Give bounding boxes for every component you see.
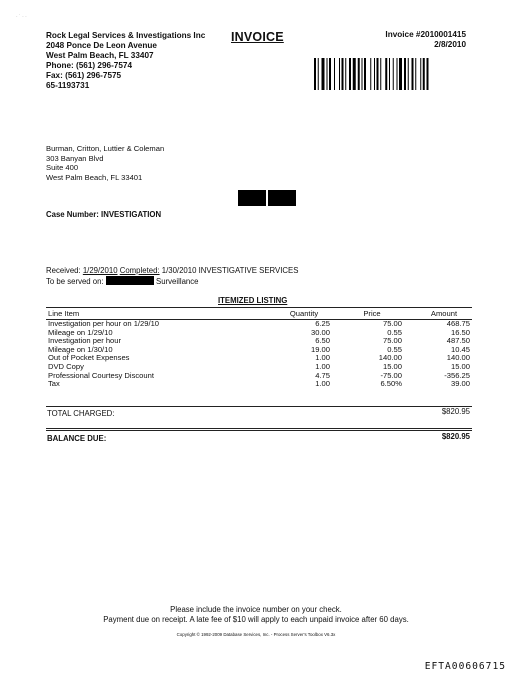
line-item-cell: DVD Copy	[48, 361, 84, 371]
scan-specks: · ˙ · ·	[16, 14, 27, 20]
price-cell: 6.50%	[380, 379, 402, 389]
table-header-row	[46, 308, 472, 320]
completed-date: 1/30/2010	[161, 266, 197, 275]
company-phone: Phone: (561) 296-7574	[46, 61, 133, 70]
barcode-bar	[385, 58, 387, 90]
barcode-bar	[408, 58, 409, 90]
redaction-block	[268, 190, 296, 206]
document-id: EFTA00606715	[424, 661, 506, 672]
col-quantity: Quantity	[276, 308, 340, 320]
barcode-bar	[423, 58, 425, 90]
service-type: INVESTIGATIVE SERVICES	[198, 266, 299, 275]
price-cell: -75.00	[380, 370, 402, 380]
line-item-cell: Investigation per hour on 1/29/10	[48, 319, 160, 328]
itemized-table	[46, 307, 472, 389]
line-item-cell: Investigation per hour	[48, 336, 122, 346]
quantity-cell: 4.75	[315, 370, 330, 380]
balance-divider	[46, 428, 472, 429]
footer-note-1: Please include the invoice number on your check.	[170, 605, 342, 614]
barcode-bar	[415, 58, 416, 90]
total-charged-value: $820.95	[441, 407, 470, 416]
company-address2: West Palm Beach, FL 33407	[46, 51, 154, 60]
total-charged-label: TOTAL CHARGED:	[47, 409, 115, 418]
served-suffix: Surveillance	[156, 277, 199, 286]
amount-cell: 16.50	[450, 327, 470, 337]
quantity-cell: 6.50	[315, 336, 330, 346]
barcode-bar	[342, 58, 344, 90]
barcode-bar	[377, 58, 379, 90]
barcode-bar	[370, 58, 371, 90]
table-row	[46, 354, 472, 363]
barcode-bar	[380, 58, 381, 90]
bill-to-suite: Suite 400	[46, 163, 79, 173]
quantity-cell: 1.00	[315, 361, 330, 371]
price-cell: 75.00	[382, 336, 402, 346]
barcode-bar	[374, 58, 375, 90]
barcode-bar	[420, 58, 421, 90]
balance-due-label: BALANCE DUE:	[47, 434, 107, 443]
redaction-block	[238, 190, 266, 206]
barcode-bar	[334, 58, 335, 90]
table-row	[46, 372, 472, 381]
barcode-bar	[322, 58, 325, 90]
barcode-bar	[358, 58, 360, 90]
line-item-cell: Mileage on 1/30/10	[48, 344, 113, 354]
case-number-value: INVESTIGATION	[101, 210, 162, 219]
barcode-bar	[314, 58, 316, 90]
quantity-cell: 1.00	[315, 379, 330, 389]
company-header	[46, 31, 205, 91]
barcode-bar	[389, 58, 390, 90]
balance-divider	[46, 430, 472, 431]
barcode-bar	[412, 58, 414, 90]
barcode-bar	[349, 58, 351, 90]
price-cell: 75.00	[382, 319, 402, 328]
line-item-cell: Tax	[48, 379, 60, 389]
col-amount: Amount	[416, 308, 472, 320]
barcode-bar	[399, 58, 402, 90]
price-cell: 140.00	[378, 353, 402, 363]
barcode-bar	[339, 58, 340, 90]
col-price: Price	[340, 308, 416, 320]
barcode-bar	[329, 58, 331, 90]
amount-cell: 10.45	[450, 344, 470, 354]
copyright-line: Copyright © 1992-2009 Database Services, Inc. - Process Server's Toolbox V6.3x	[176, 632, 336, 637]
barcode-bar	[404, 58, 406, 90]
case-number	[46, 210, 161, 219]
barcode-bar	[427, 58, 429, 90]
balance-due-value: $820.95	[441, 432, 470, 441]
served-redaction	[106, 276, 154, 285]
served-label: To be served on:	[46, 277, 104, 286]
line-item-cell: Mileage on 1/29/10	[48, 327, 113, 337]
company-name: Rock Legal Services & Investigations Inc	[46, 31, 206, 40]
company-fax: Fax: (561) 296-7575	[46, 71, 122, 80]
invoice-date: 2/8/2010	[434, 40, 466, 49]
barcode	[314, 58, 466, 90]
barcode-bar	[397, 58, 398, 90]
bill-to-address	[46, 144, 164, 182]
amount-cell: 140.00	[446, 353, 470, 363]
completed-label: Completed:	[119, 266, 160, 275]
company-address1: 2048 Ponce De Leon Avenue	[46, 41, 157, 50]
quantity-cell: 30.00	[310, 327, 330, 337]
barcode-bar	[327, 58, 328, 90]
footer-note-2: Payment due on receipt. A late fee of $10 will apply to each unpaid invoice after 60 days.	[103, 615, 409, 624]
itemized-listing-title: ITEMIZED LISTING	[218, 296, 288, 305]
received-date: 1/29/2010	[82, 266, 118, 275]
amount-cell: 15.00	[450, 361, 470, 371]
barcode-bar	[345, 58, 346, 90]
bill-to-street: 303 Banyan Blvd	[46, 153, 104, 163]
price-cell: 0.55	[387, 344, 402, 354]
total-divider	[46, 406, 472, 407]
quantity-cell: 19.00	[310, 344, 330, 354]
col-line-item: Line Item	[46, 308, 276, 320]
bill-to-name: Burman, Critton, Luttier & Coleman	[46, 144, 165, 153]
amount-cell: 39.00	[450, 379, 470, 389]
company-tax-id: 65-1193731	[46, 81, 90, 90]
price-cell: 15.00	[382, 361, 402, 371]
table-row	[46, 380, 472, 389]
barcode-bar	[362, 58, 363, 90]
line-item-cell: Professional Courtesy Discount	[48, 370, 154, 380]
invoice-title: INVOICE	[231, 30, 284, 44]
line-item-cell: Out of Pocket Expenses	[48, 353, 130, 363]
served-on-line	[46, 276, 298, 287]
quantity-cell: 1.00	[315, 353, 330, 363]
service-info	[46, 266, 298, 287]
barcode-bar	[393, 58, 394, 90]
invoice-number: Invoice #2010001415	[385, 30, 466, 39]
barcode-bar	[353, 58, 356, 90]
barcode-bar	[318, 58, 319, 90]
amount-cell: 487.50	[446, 336, 470, 346]
received-label: Received:	[46, 266, 81, 275]
invoice-meta	[385, 30, 466, 50]
bill-to-city: West Palm Beach, FL 33401	[46, 172, 143, 182]
case-number-label: Case Number:	[46, 210, 99, 219]
amount-cell: 468.75	[446, 319, 470, 328]
service-dates-line	[46, 266, 298, 276]
amount-cell: -356.25	[444, 370, 470, 380]
price-cell: 0.55	[387, 327, 402, 337]
barcode-bar	[364, 58, 366, 90]
quantity-cell: 6.25	[315, 319, 330, 328]
